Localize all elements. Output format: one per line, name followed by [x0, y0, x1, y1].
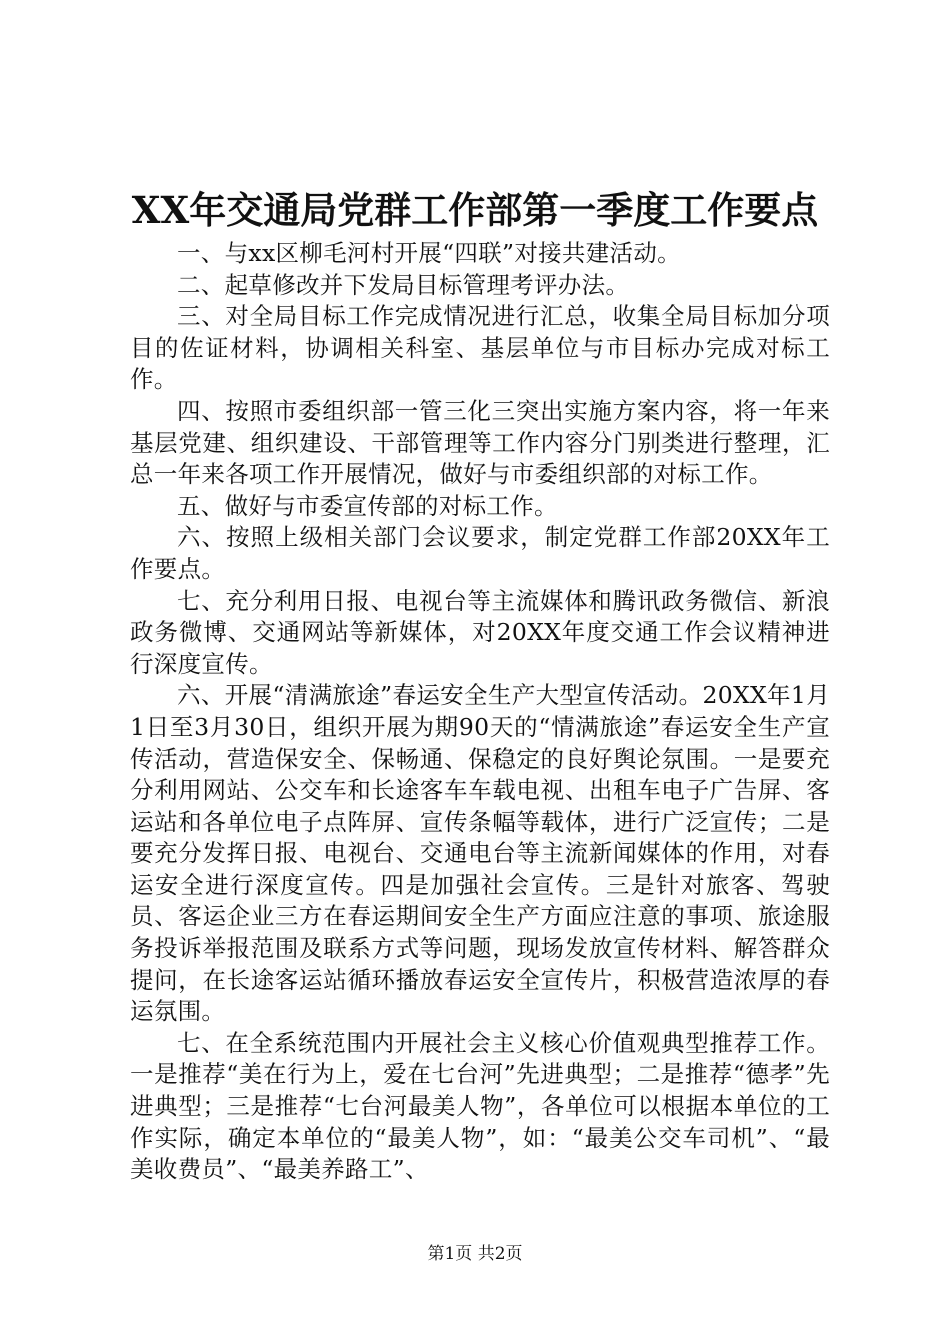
paragraph-5: 五、做好与市委宣传部的对标工作。	[177, 491, 558, 520]
paragraph-8: 六、开展“清满旅途”春运安全生产大型宣传活动。20XX年1月1日至3月30日，组织开展为期90天的“情满旅途”春运安全生产宣传活动，营造保安全、保畅通、保稳定的良好舆论氛围。一是要充分利用网站、公交车和长途客车车载电视、出租车电子广告屏、客运站和各单位电子点阵屏、宣传条幅等载体，进行广泛宣传；二是要充分发挥日报、电视台、交通电台等主流新闻媒体的作用，对春运安全进行深度宣传。四是加强社会宣传。三是针对旅客、驾驶员、客运企业三方在春运期间安全生产方面应注意的事项、旅途服务投诉举报范围及联系方式等问题，现场发放宣传材料、解答群众提问，在长途客运站循环播放春运安全宣传片，积极营造浓厚的春运氛围。	[130, 681, 830, 1026]
paragraph-6: 六、按照上级相关部门会议要求，制定党群工作部20XX年工作要点。	[130, 523, 830, 583]
document-body	[130, 238, 830, 1186]
paragraph-9: 七、在全系统范围内开展社会主义核心价值观典型推荐工作。一是推荐“美在行为上，爱在七台河”先进典型；二是推荐“德孝”先进典型；三是推荐“七台河最美人物”，各单位可以根据本单位的工作实际，确定本单位的“最美人物”，如：“最美公交车司机”、“最美收费员”、“最美养路工”、	[130, 1028, 830, 1184]
document-title: XX年交通局党群工作部第一季度工作要点	[131, 188, 819, 232]
paragraph-3: 三、对全局目标工作完成情况进行汇总，收集全局目标加分项目的佐证材料，协调相关科室、基层单位与市目标办完成对标工作。	[130, 302, 830, 394]
paragraph-7: 七、充分利用日报、电视台等主流媒体和腾讯政务微信、新浪政务微博、交通网站等新媒体，对20XX年度交通工作会议精神进行深度宣传。	[130, 586, 830, 678]
page-number-footer: 第1页 共2页	[427, 1244, 523, 1264]
paragraph-1: 一、与xx区柳毛河村开展“四联”对接共建活动。	[177, 239, 681, 267]
paragraph-2: 二、起草修改并下发局目标管理考评办法。	[177, 270, 630, 299]
paragraph-4: 四、按照市委组织部一管三化三突出实施方案内容，将一年来基层党建、组织建设、干部管理等工作内容分门别类进行整理，汇总一年来各项工作开展情况，做好与市委组织部的对标工作。	[130, 396, 830, 489]
